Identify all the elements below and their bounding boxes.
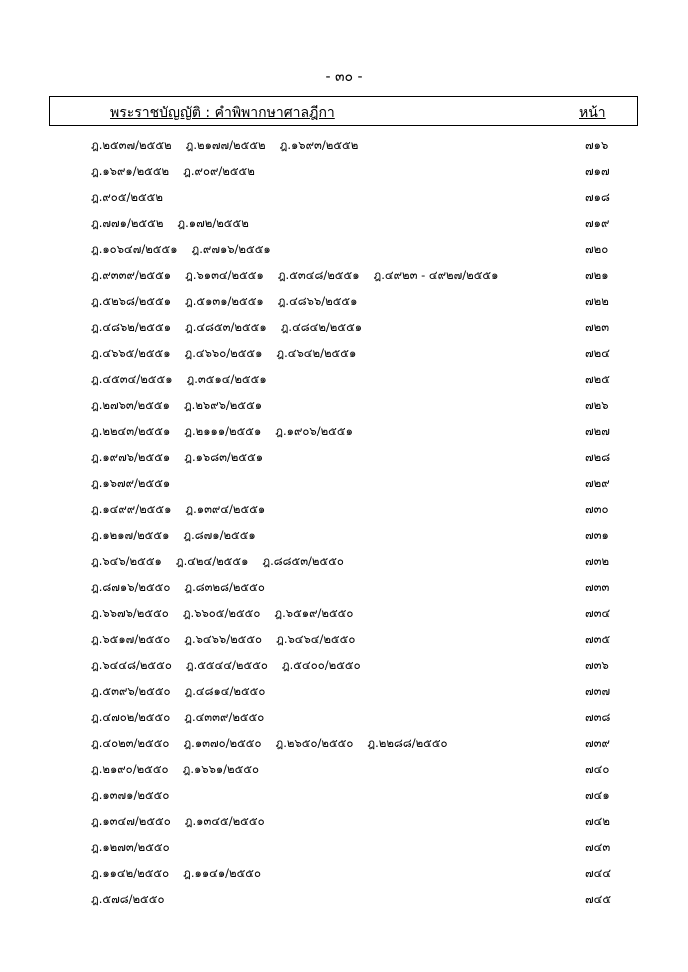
case-reference: ฎ.๓๕๑๔/๒๕๕๑ (186, 372, 267, 386)
index-header (49, 96, 638, 126)
case-reference: ฎ.๑๓๔๗/๒๕๕๐ (91, 814, 171, 828)
page-reference: ๗๑๙ (585, 216, 610, 230)
index-entry (0, 680, 688, 706)
index-entry (0, 862, 688, 888)
case-references (91, 579, 279, 597)
case-reference: ฎ.๑๙๗๖/๒๕๕๑ (91, 450, 171, 464)
case-references (91, 449, 277, 467)
case-reference: ฎ.๖๔๔๘/๒๕๕๐ (91, 658, 172, 672)
case-reference: ฎ.๑๓๙๔/๒๕๕๑ (185, 502, 266, 516)
case-reference: ฎ.๒๗๖๓/๒๕๕๑ (91, 398, 170, 412)
page-reference: ๗๓๑ (585, 528, 609, 542)
case-reference: ฎ.๖๔๖๔/๒๕๕๐ (276, 632, 356, 646)
case-reference: ฎ.๔๗๐๒/๒๕๕๐ (91, 710, 171, 724)
case-reference: ฎ.๔๐๒๓/๒๕๕๐ (91, 736, 170, 750)
case-reference: ฎ.๕๔๐๐/๒๕๕๐ (281, 658, 361, 672)
page-reference: ๗๓๐ (585, 502, 609, 516)
case-reference: ฎ.๑๓๔๕/๒๕๕๐ (184, 814, 265, 828)
case-reference: ฎ.๔๖๖๐/๒๕๕๑ (184, 346, 263, 360)
index-entry (0, 134, 688, 160)
index-entry (0, 368, 688, 394)
case-references (91, 501, 279, 519)
index-entry (0, 784, 688, 810)
case-reference: ฎ.๑๖๙๑/๒๕๕๒ (91, 164, 170, 178)
case-references (91, 839, 184, 857)
page-reference: ๗๑๘ (585, 190, 610, 204)
case-reference: ฎ.๒๑๙๐/๒๕๕๐ (91, 762, 169, 776)
page-reference: ๗๑๖ (585, 138, 609, 152)
case-reference: ฎ.๕๒๖๘/๒๕๕๑ (91, 294, 171, 308)
page-reference: ๗๔๒ (585, 814, 610, 828)
case-reference: ฎ.๔๙๒๓ - ๔๙๒๗/๒๕๕๑ (373, 268, 499, 282)
index-entry (0, 706, 688, 732)
case-references (91, 267, 512, 285)
page-reference: ๗๓๖ (585, 658, 609, 672)
case-references (91, 553, 358, 571)
case-references (91, 891, 178, 909)
page-reference: ๗๒๕ (585, 372, 610, 386)
index-entry (0, 212, 688, 238)
case-reference: ฎ.๔๘๕๓/๒๕๕๑ (185, 320, 267, 334)
header-page-column: หน้า (579, 105, 606, 121)
case-reference: ฎ.๒๕๓๗/๒๕๕๒ (91, 138, 172, 152)
case-references (91, 137, 372, 155)
case-references (91, 293, 371, 311)
case-reference: ฎ.๖๖๐๕/๒๕๕๐ (182, 606, 261, 620)
case-references (91, 423, 367, 441)
index-entry (0, 836, 688, 862)
case-reference: ฎ.๑๔๙๙/๒๕๕๑ (91, 502, 172, 516)
page-reference: ๗๒๖ (585, 398, 609, 412)
case-reference: ฎ.๑๑๔๑/๒๕๕๐ (183, 866, 262, 880)
case-references (91, 631, 369, 649)
page-reference: ๗๓๙ (585, 736, 610, 750)
case-references (91, 397, 276, 415)
page-reference: ๗๒๔ (585, 346, 610, 360)
index-entry (0, 732, 688, 758)
index-entry (0, 758, 688, 784)
case-references (91, 709, 278, 727)
page-reference: ๗๔๓ (585, 840, 611, 854)
case-reference: ฎ.๙๓๓๙/๒๕๕๑ (91, 268, 172, 282)
page-reference: ๗๓๕ (585, 632, 611, 646)
page-reference: ๗๔๐ (585, 762, 610, 776)
case-reference: ฎ.๒๒๘๘/๒๕๕๐ (367, 736, 448, 750)
case-reference: ฎ.๑๙๐๖/๒๕๕๑ (275, 424, 353, 438)
case-references (91, 813, 279, 831)
case-references (91, 371, 281, 389)
case-reference: ฎ.๑๒๗๓/๒๕๕๐ (91, 840, 170, 854)
case-reference: ฎ.๔๘๔๒/๒๕๕๑ (280, 320, 363, 334)
index-entry (0, 290, 688, 316)
index-entry (0, 888, 688, 914)
case-references (91, 605, 367, 623)
index-entry (0, 498, 688, 524)
index-entry (0, 264, 688, 290)
case-reference: ฎ.๙๐๙/๒๕๕๒ (183, 164, 255, 178)
case-reference: ฎ.๘๗๑๖/๒๕๕๐ (91, 580, 171, 594)
index-entry (0, 238, 688, 264)
case-reference: ฎ.๑๖๗๙/๒๕๕๑ (91, 476, 171, 490)
index-entry (0, 602, 688, 628)
case-references (91, 189, 177, 207)
case-reference: ฎ.๒๒๔๓/๒๕๕๑ (91, 424, 171, 438)
page-reference: ๗๓๓ (585, 580, 610, 594)
case-reference: ฎ.๕๕๔๔/๒๕๕๐ (185, 658, 268, 672)
case-reference: ฎ.๒๑๗๗/๒๕๕๒ (185, 138, 266, 152)
case-reference: ฎ.๖๕๑๗/๒๕๕๐ (91, 632, 171, 646)
page-reference: ๗๒๘ (585, 450, 611, 464)
page-reference: ๗๒๓ (585, 320, 610, 334)
case-reference: ฎ.๑๖๙๓/๒๕๕๒ (279, 138, 359, 152)
case-reference: ฎ.๖๑๓๔/๒๕๕๑ (185, 268, 264, 282)
case-references (91, 527, 270, 545)
case-reference: ฎ.๔๒๔/๒๕๕๑ (175, 554, 249, 568)
index-entry (0, 316, 688, 342)
case-reference: ฎ.๔๘๖๒/๒๕๕๑ (91, 320, 171, 334)
case-reference: ฎ.๑๑๔๒/๒๕๕๐ (91, 866, 170, 880)
page-reference: ๗๒๒ (585, 294, 609, 308)
page-reference: ๗๓๒ (585, 554, 610, 568)
case-reference: ฎ.๙๗๑๖/๒๕๕๑ (191, 242, 271, 256)
case-reference: ฎ.๘๓๒๘/๒๕๕๐ (184, 580, 265, 594)
index-entry (0, 160, 688, 186)
case-reference: ฎ.๒๖๕๐/๒๕๕๐ (275, 736, 354, 750)
case-references (91, 345, 370, 363)
page-reference: ๗๒๗ (585, 424, 610, 438)
header-title: พระราชบัญญัติ : คำพิพากษาศาลฎีกา (110, 105, 335, 121)
page-reference: ๗๒๐ (585, 242, 609, 256)
index-entry (0, 654, 688, 680)
case-reference: ฎ.๑๖๖๑/๒๕๕๐ (182, 762, 260, 776)
case-reference: ฎ.๔๕๓๔/๒๕๕๑ (91, 372, 173, 386)
case-reference: ฎ.๖๕๑๙/๒๕๕๐ (274, 606, 354, 620)
case-reference: ฎ.๒๖๙๖/๒๕๕๑ (183, 398, 263, 412)
case-reference: ฎ.๔๘๑๔/๒๕๕๐ (184, 684, 266, 698)
case-reference: ฎ.๘๗๑/๒๕๕๑ (183, 528, 256, 542)
page-reference: ๗๔๔ (585, 866, 612, 880)
case-reference: ฎ.๕๓๙๖/๒๕๕๐ (91, 684, 171, 698)
case-references (91, 241, 285, 259)
page-reference: ๗๒๙ (585, 476, 610, 490)
case-reference: ฎ.๔๖๔๒/๒๕๕๑ (276, 346, 357, 360)
case-reference: ฎ.๗๗๑/๒๕๕๒ (91, 216, 164, 230)
case-reference: ฎ.๔๘๖๖/๒๕๕๑ (277, 294, 358, 308)
page-reference: ๗๓๘ (585, 710, 611, 724)
page-reference: ๗๑๗ (585, 164, 610, 178)
index-entry (0, 446, 688, 472)
page-reference: ๗๔๕ (585, 892, 612, 906)
case-reference: ฎ.๖๖๗๖/๒๕๕๐ (91, 606, 169, 620)
case-reference: ฎ.๖๔๖๖/๒๕๕๐ (184, 632, 263, 646)
case-reference: ฎ.๕๓๔๘/๒๕๕๑ (277, 268, 360, 282)
case-reference: ฎ.๑๓๗๐/๒๕๕๐ (183, 736, 262, 750)
case-references (91, 761, 273, 779)
page-reference: ๗๔๑ (585, 788, 610, 802)
case-references (91, 683, 279, 701)
case-references (91, 163, 269, 181)
index-entry (0, 186, 688, 212)
case-reference: ฎ.๙๐๕/๒๕๕๒ (91, 190, 163, 204)
index-entry (0, 524, 688, 550)
case-references (91, 475, 184, 493)
page-reference: ๗๓๗ (585, 684, 611, 698)
index-entry (0, 550, 688, 576)
case-references (91, 787, 183, 805)
index-entries (0, 134, 688, 914)
case-reference: ฎ.๔๖๖๕/๒๕๕๑ (91, 346, 171, 360)
page-reference: ๗๒๑ (585, 268, 609, 282)
case-reference: ฎ.๖๔๖/๒๕๕๑ (91, 554, 162, 568)
page-reference: ๗๓๔ (585, 606, 611, 620)
case-reference: ฎ.๑๐๖๔๗/๒๕๕๑ (91, 242, 178, 256)
case-reference: ฎ.๕๗๘/๒๕๕๐ (91, 892, 165, 906)
index-entry (0, 420, 688, 446)
case-references (91, 319, 376, 337)
index-entry (0, 810, 688, 836)
case-references (91, 215, 263, 233)
case-reference: ฎ.๘๘๕๓/๒๕๕๐ (262, 554, 344, 568)
case-reference: ฎ.๑๖๘๓/๒๕๕๑ (184, 450, 264, 464)
case-reference: ฎ.๑๓๗๑/๒๕๕๐ (91, 788, 170, 802)
case-references (91, 657, 375, 675)
index-entry (0, 342, 688, 368)
page-number: - ๓๐ - (325, 69, 363, 85)
case-reference: ฎ.๕๑๓๑/๒๕๕๑ (185, 294, 264, 308)
index-entry (0, 394, 688, 420)
case-reference: ฎ.๑๒๑๗/๒๕๕๑ (91, 528, 170, 542)
case-reference: ฎ.๒๑๑๑/๒๕๕๑ (184, 424, 262, 438)
case-reference: ฎ.๑๗๒/๒๕๕๒ (177, 216, 249, 230)
index-entry (0, 472, 688, 498)
index-entry (0, 576, 688, 602)
case-reference: ฎ.๔๓๓๙/๒๕๕๐ (184, 710, 265, 724)
index-entry (0, 628, 688, 654)
case-references (91, 735, 462, 753)
case-references (91, 865, 275, 883)
